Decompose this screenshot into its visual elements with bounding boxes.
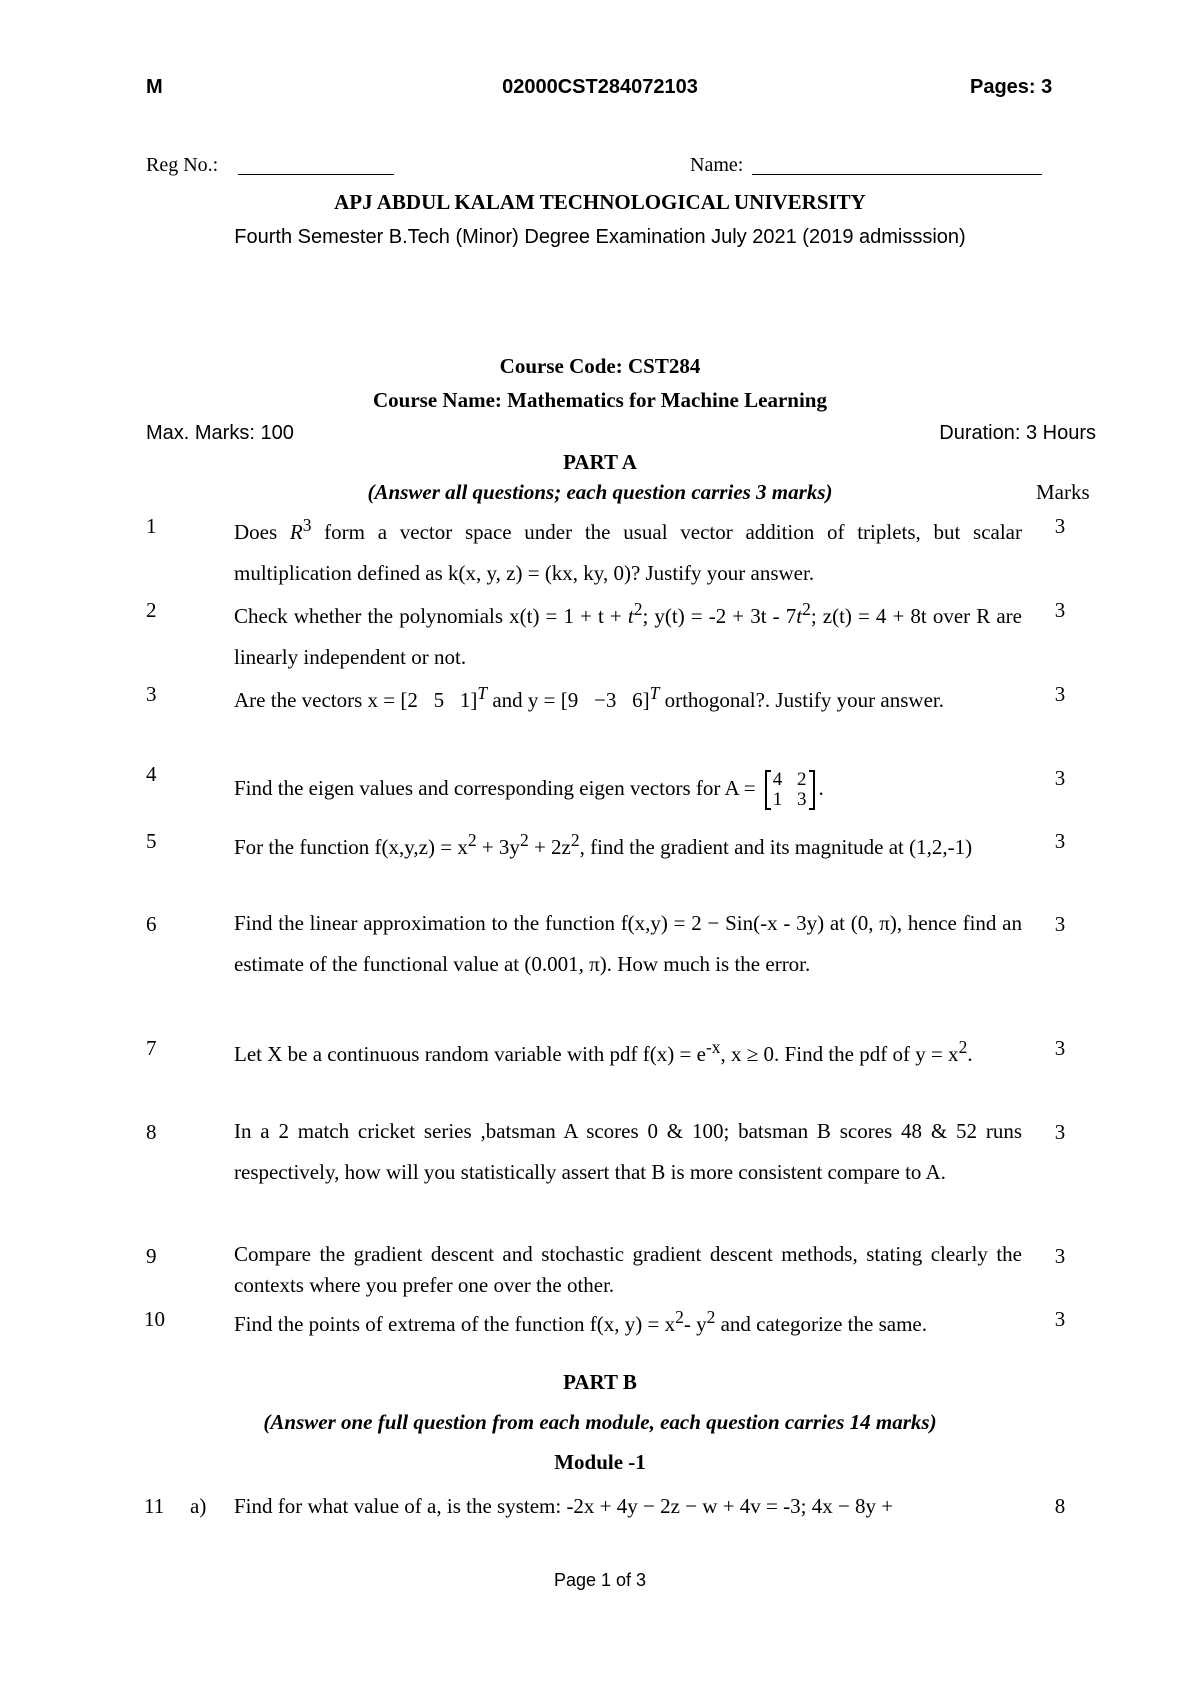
question-2-text: Check whether the polynomials $x(t) = 1 + t + t^2$; $y(t) = -2 + 3t - 7t^2$; z(t) = 4 + 8t over R are linearly independent or not.	[234, 599, 1022, 669]
question-number: 5	[146, 829, 157, 853]
sub-question-label: a)	[190, 1494, 207, 1518]
reg-no-label: Reg No.:	[146, 154, 219, 176]
reg-no-line	[238, 174, 394, 175]
page-footer: Page 1 of 3	[553, 1570, 647, 1590]
question-marks: 3	[1054, 1244, 1066, 1268]
paper-code: 02000CST284072103	[502, 76, 698, 98]
question-3-text: Are the vectors x = [2 5 1]$^T$ and y = [9 −3 6]$^T$ orthogonal?. Justify your answer.	[234, 683, 944, 712]
question-number: 8	[146, 1120, 157, 1144]
question-4-text: Find the eigen values and corresponding eigen vectors for A = 4 2 1 3 .	[234, 769, 824, 811]
question-number: 10	[144, 1307, 165, 1331]
name-label: Name:	[690, 154, 744, 176]
exam-title: Fourth Semester B.Tech (Minor) Degree Examination July 2021 (2019 admisssion)	[234, 226, 966, 248]
question-marks: 3	[1054, 1307, 1066, 1331]
header-left: M	[146, 76, 163, 98]
question-marks: 3	[1054, 766, 1066, 790]
question-marks: 3	[1054, 1036, 1066, 1060]
question-marks: 3	[1054, 598, 1066, 622]
marks-column-header: Marks	[1036, 480, 1090, 504]
part-a-instruction: (Answer all questions; each question carries 3 marks)	[367, 480, 833, 504]
question-1-text: Does $R^3$ form a vector space under the usual vector addition of triplets, but scalar multiplication defined as k(x, y, z) = (kx, ky, 0)? Justify your answer.	[234, 515, 1022, 585]
part-a-title: PART A	[563, 450, 637, 474]
question-11a-text: Find for what value of a, is the system: -2x + 4y − 2z − w + 4v = -3; 4x − 8y +	[234, 1494, 894, 1518]
question-5-text: For the function $f(x,y,z) = x^2 + 3y^2 + 2z^2$, find the gradient and its magnitude at (1,2,-1)	[234, 830, 973, 859]
course-code: Course Code: CST284	[499, 354, 701, 378]
question-marks: 3	[1054, 1120, 1066, 1144]
question-number: 2	[146, 598, 157, 622]
question-marks: 3	[1054, 514, 1066, 538]
duration: Duration: 3 Hours	[939, 422, 1096, 444]
question-marks: 3	[1054, 829, 1066, 853]
question-marks: 3	[1054, 682, 1066, 706]
course-name: Course Name: Mathematics for Machine Learning	[373, 388, 827, 412]
question-number: 1	[146, 514, 157, 538]
part-b-title: PART B	[563, 1370, 637, 1394]
question-number: 6	[146, 912, 157, 936]
question-6-text: Find the linear approximation to the function f(x,y) = 2 − Sin(-x - 3y) at (0, π), hence find an estimate of the functional value at (0.001, π). How much is the error.	[234, 911, 1022, 976]
module-heading: Module -1	[554, 1450, 646, 1474]
question-number: 11	[144, 1494, 165, 1518]
matrix-a: 4 2 1 3	[765, 770, 815, 810]
question-marks: 3	[1054, 912, 1066, 936]
university-name: APJ ABDUL KALAM TECHNOLOGICAL UNIVERSITY	[334, 190, 866, 214]
question-marks: 8	[1054, 1494, 1066, 1518]
question-number: 3	[146, 682, 157, 706]
name-line	[752, 174, 1042, 175]
part-b-instruction: (Answer one full question from each module, each question carries 14 marks)	[263, 1410, 937, 1434]
question-number: 9	[146, 1244, 157, 1268]
question-8-text: In a 2 match cricket series ,batsman A scores 0 & 100; batsman B scores 48 & 52 runs respectively, how will you statistically assert that B is more consistent compare to A.	[234, 1119, 1022, 1184]
page-count: Pages: 3	[970, 76, 1053, 98]
max-marks: Max. Marks: 100	[146, 422, 294, 444]
question-number: 4	[146, 762, 157, 786]
question-9-text: Compare the gradient descent and stochastic gradient descent methods, stating clearly the contexts where you prefer one over the other.	[234, 1242, 1022, 1297]
question-7-text: Let X be a continuous random variable with pdf $f(x) = e^{-x}$, x ≥ 0. Find the pdf of $y = x^2$.	[234, 1037, 973, 1066]
question-10-text: Find the points of extrema of the function f(x, $y) = x^2-$ $y^2$ and categorize the same.	[234, 1307, 927, 1336]
question-number: 7	[146, 1036, 157, 1060]
